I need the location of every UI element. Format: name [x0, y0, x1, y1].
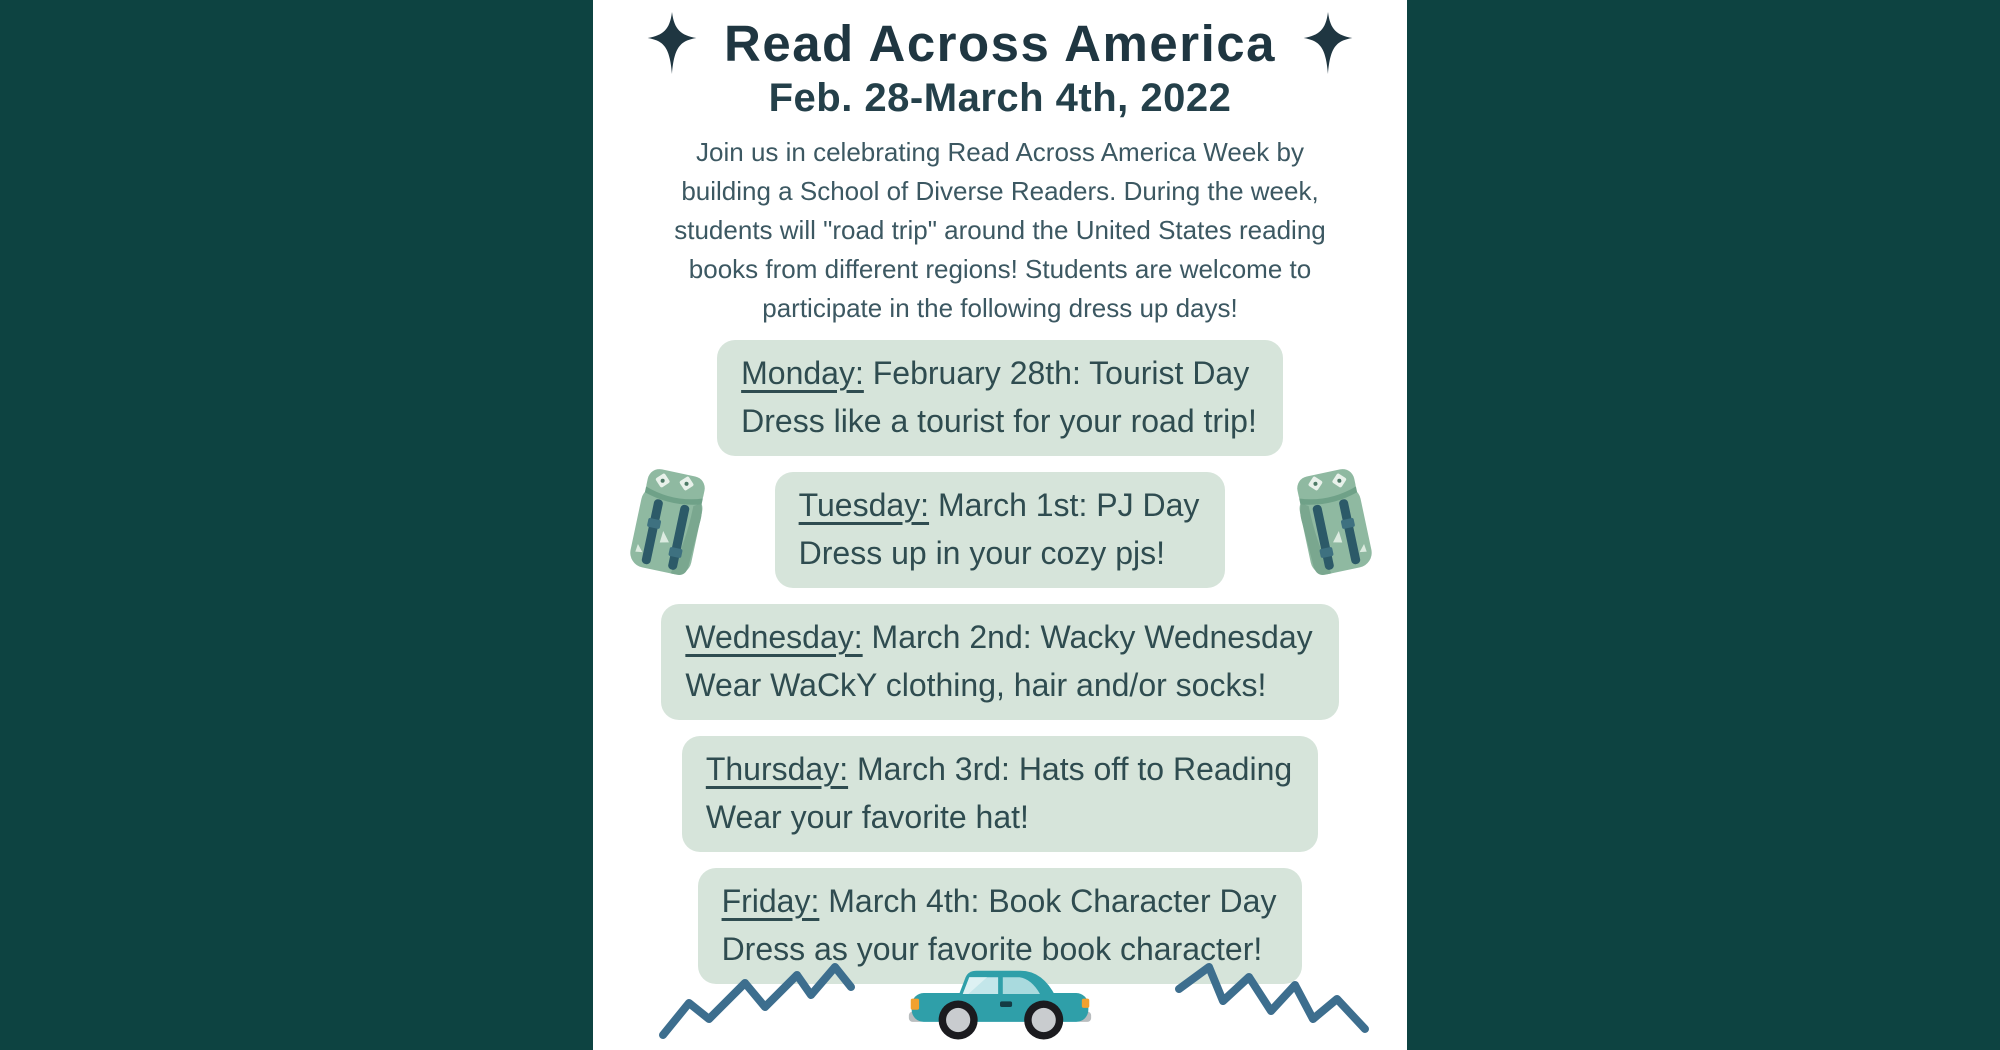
intro-line: participate in the following dress up days! — [762, 293, 1238, 323]
title-row — [646, 12, 1354, 74]
tuesday-day-label: Tuesday: — [798, 487, 930, 523]
intro-line: building a School of Diverse Readers. During the week, — [681, 176, 1319, 206]
monday-line1 — [741, 349, 1257, 397]
day-row-tuesday — [593, 472, 1407, 588]
monday-day-label: Monday: — [741, 355, 864, 391]
tuesday-line2: Dress up in your cozy pjs! — [798, 535, 1165, 571]
flyer-panel — [593, 0, 1407, 1050]
tuesday-line1 — [799, 481, 1200, 529]
tuesday-line1-rest: March 1st: PJ Day — [929, 487, 1200, 523]
day-row-thursday — [593, 736, 1407, 852]
zigzag-left-icon — [657, 957, 857, 1042]
intro-paragraph — [674, 133, 1326, 328]
bottom-decorations — [593, 950, 1407, 1050]
monday-line1-rest: February 28th: Tourist Day — [863, 355, 1250, 391]
event-dates: Feb. 28-March 4th, 2022 — [768, 76, 1232, 120]
wednesday-line1-rest: March 2nd: Wacky Wednesday — [862, 619, 1313, 655]
day-box-thursday — [682, 736, 1318, 852]
day-box-tuesday — [775, 472, 1226, 588]
friday-line1-rest: March 4th: Book Character Day — [819, 883, 1277, 919]
day-row-monday — [593, 340, 1407, 456]
page-title: Read Across America — [724, 14, 1276, 72]
friday-day-label: Friday: — [721, 883, 820, 919]
thursday-line1 — [706, 745, 1292, 793]
day-row-wednesday — [593, 604, 1407, 720]
dress-up-schedule — [593, 340, 1407, 984]
day-box-wednesday — [661, 604, 1338, 720]
wednesday-line2: Wear WaCkY clothing, hair and/or socks! — [685, 667, 1267, 703]
intro-line: Join us in celebrating Read Across America Week by — [696, 137, 1304, 167]
thursday-day-label: Thursday: — [705, 751, 849, 787]
zigzag-right-icon — [1173, 957, 1373, 1042]
friday-line2: Dress as your favorite book character! — [721, 931, 1263, 967]
wednesday-day-label: Wednesday: — [685, 619, 863, 655]
monday-line2: Dress like a tourist for your road trip! — [741, 403, 1257, 439]
sparkle-right-icon — [1302, 12, 1354, 74]
sparkle-left-icon — [646, 12, 698, 74]
friday-line1 — [722, 877, 1277, 925]
day-box-monday — [717, 340, 1283, 456]
backpack-left-icon — [619, 462, 719, 584]
intro-line: books from different regions! Students are welcome to — [688, 254, 1312, 284]
intro-line: students will "road trip" around the United States reading — [674, 215, 1326, 245]
thursday-line2: Wear your favorite hat! — [705, 799, 1029, 835]
thursday-line1-rest: March 3rd: Hats off to Reading — [848, 751, 1293, 787]
backpack-right-icon — [1283, 462, 1383, 584]
car-icon — [907, 954, 1093, 1046]
wednesday-line1 — [685, 613, 1312, 661]
